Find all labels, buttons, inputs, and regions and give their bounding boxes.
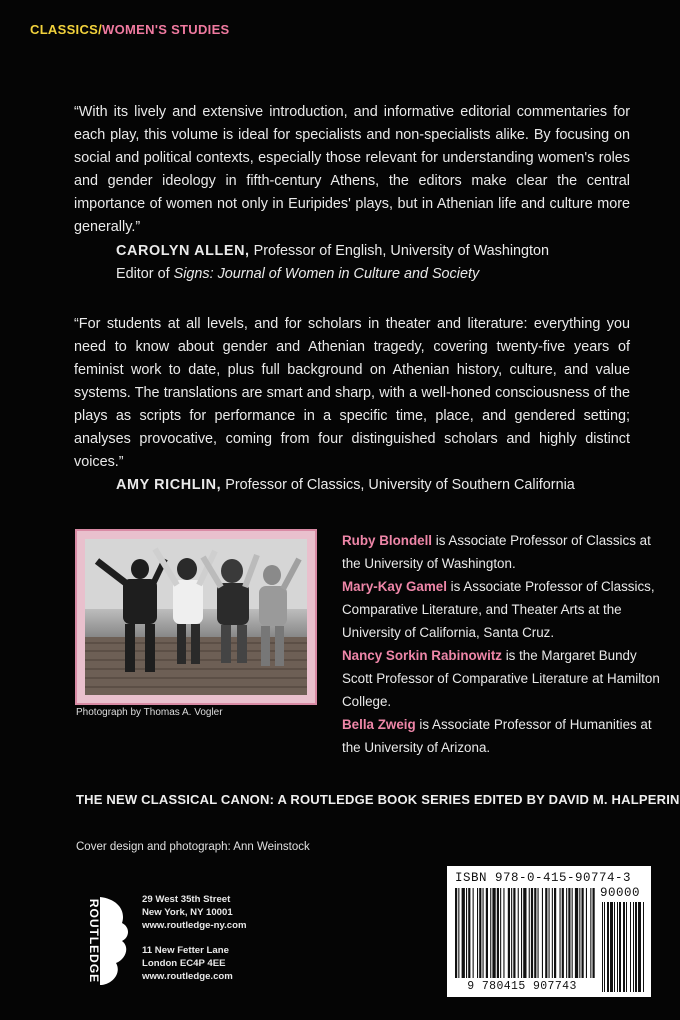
endorsement-quote-2: “For students at all levels, and for scholars in theater and literature: everything you need to know about gender and Athenian tragedy, covering twenty-five years of feminist work to date, plus full background on Athenian history, culture, and value systems. The translations are smart and sharp, with a well-honed consciousness of the plays as scripts for performance in a specific time, place, and gendered setting; analyses provocative, coming from four distinguished scholars and highly distinct voices.” [74,316,630,470]
price-code: 90000 [600,886,641,900]
barcode-digits: 9 780415 907743 [467,980,577,993]
author-photo-frame [75,529,317,705]
address-url: www.routledge-ny.com [142,920,247,931]
endorser-role: Professor of Classics, University of Southern California [221,477,575,493]
category-classics: CLASSICS/ [30,22,103,37]
bio-name: Ruby Blondell [342,533,433,548]
bio-text: is Associate Professor of Classics at the University of Washington. [342,533,651,571]
isbn-barcode [447,866,651,997]
bio-item [342,713,662,759]
bio-item [342,644,662,713]
endorsement-quote-1: “With its lively and extensive introduction, and informative editorial commentaries for each play, this volume is ideal for specialists and non-specialists alike. By focusing on social and political contexts, especially those relevant for understanding women's roles and gender ideology in fifth-century Athens, the editors make clear the central importance of women not only in Euripides' plays, but in Athenian life and culture more generally.” [74,104,630,235]
bio-name: Mary-Kay Gamel [342,579,447,594]
bio-text: is the Margaret Bundy Scott Professor of Comparative Literature at Hamilton College. [342,648,660,709]
photo-credit: Photograph by Thomas A. Vogler [76,707,223,718]
bio-name: Nancy Sorkin Rabinowitz [342,648,502,663]
isbn-number: ISBN 978-0-415-90774-3 [455,871,632,885]
publisher-address-uk [142,944,233,983]
journal-title: Signs: Journal of Women in Culture and Society [173,266,480,282]
bio-text: is Associate Professor of Humanities at the University of Arizona. [342,717,652,755]
editor-bios [342,529,662,759]
endorser-name: CAROLYN ALLEN, [116,243,250,259]
svg-text:ROUTLEDGE: ROUTLEDGE [87,898,101,984]
routledge-logo [60,893,136,994]
bio-text: is Associate Professor of Classics, Comparative Literature, and Theater Arts at the University of California, Santa Cruz. [342,579,655,640]
series-title: THE NEW CLASSICAL CANON: A ROUTLEDGE BOOK SERIES EDITED BY DAVID M. HALPERIN [76,792,680,807]
bio-item [342,575,662,644]
category-womens-studies: WOMEN'S STUDIES [102,22,230,37]
endorser-role-line2: Editor of [116,266,174,282]
bio-name: Bella Zweig [342,717,416,732]
category-label [30,22,230,37]
address-url: www.routledge.com [142,971,233,982]
address-line: New York, NY 10001 [142,907,233,918]
endorsement-attribution-1 [116,240,549,286]
address-line: 11 New Fetter Lane [142,945,229,956]
publisher-address-us [142,893,246,932]
address-line: London EC4P 4EE [142,958,226,969]
author-photo [85,539,307,695]
cover-design-credit: Cover design and photograph: Ann Weinstock [76,841,310,853]
address-line: 29 West 35th Street [142,894,231,905]
endorser-name: AMY RICHLIN, [116,477,222,493]
bio-item [342,529,662,575]
endorser-role: Professor of English, University of Washington [249,243,550,259]
endorsement-attribution-2 [116,474,575,497]
